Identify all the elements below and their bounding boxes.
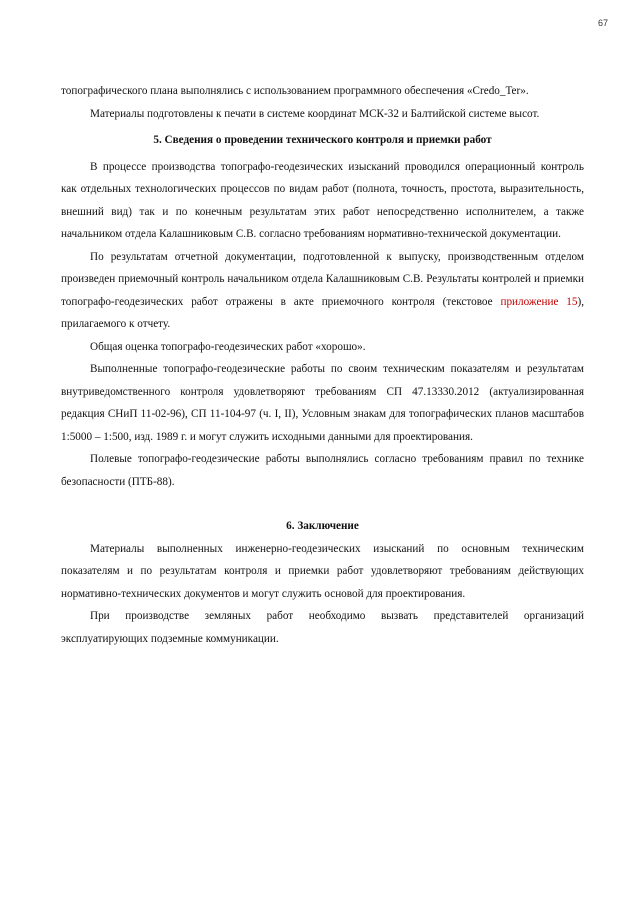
section-5-paragraph-5: Полевые топографо-геодезические работы выполнялись согласно требованиям правил по технике безопасности (ПТБ-88). [61, 453, 584, 488]
section-5-heading: 5. Сведения о проведении технического контроля и приемки работ [153, 134, 492, 146]
page-number: 67 [597, 18, 608, 28]
paragraph-text: ), прилагаемого к отчету. [61, 295, 584, 330]
spacer [61, 493, 584, 515]
paragraph-text: По результатам отчетной документации, подготовленной к выпуску, производственным отделом произведен приемочный контроль начальником отдела Калашниковым С.В. Результаты контролей и приемки топографо-геодезических работ отражены в акте приемочного контроля (текстовое [61, 250, 584, 308]
paragraph-intro-2: Материалы подготовлены к печати в системе координат МСК-32 и Балтийской системе высот. [90, 107, 540, 120]
section-6-paragraph-1: Материалы выполненных инженерно-геодезических изысканий по основным техническим показателям и по результатам контроля и приемки работ удовлетворяют требованиям действующих нормативно-технических документов и могут служить основой для проектирования. [61, 542, 584, 600]
paragraph-intro-1: топографического плана выполнялись с использованием программного обеспечения «Credo_Ter». [61, 85, 529, 97]
section-5-paragraph-4: Выполненные топографо-геодезические работы по своим техническим показателям и результатам внутриведомственного контроля удовлетворяют требованиям СП 47.13330.2012 (актуализированная редакция СНиП 11-02-96), СП 11-104-97 (ч. I, II), Условным знакам для топографических планов масштабов 1:5000 – 1:500, изд. 1989 г. и могут служить исходными данными для проектирования. [61, 363, 584, 443]
document-body [61, 80, 584, 650]
section-5-paragraph-2 [61, 246, 584, 336]
section-6-heading: 6. Заключение [286, 520, 359, 532]
section-5-paragraph-3: Общая оценка топографо-геодезических работ «хорошо». [90, 340, 366, 353]
section-6-paragraph-2: При производстве земляных работ необходимо вызвать представителей организаций эксплуатирующих подземные коммуникации. [61, 610, 584, 645]
section-5-paragraph-1: В процессе производства топографо-геодезических изысканий проводился операционный контроль как отдельных технологических процессов по видам работ (полнота, точность, простота, выразительность, внешний вид) так и по конечным результатам этих работ непосредственно исполнителем, а также начальником отдела Калашниковым С.В. согласно требованиям нормативно-технической документации. [61, 160, 584, 240]
appendix-15-link[interactable]: приложение 15 [500, 295, 578, 308]
